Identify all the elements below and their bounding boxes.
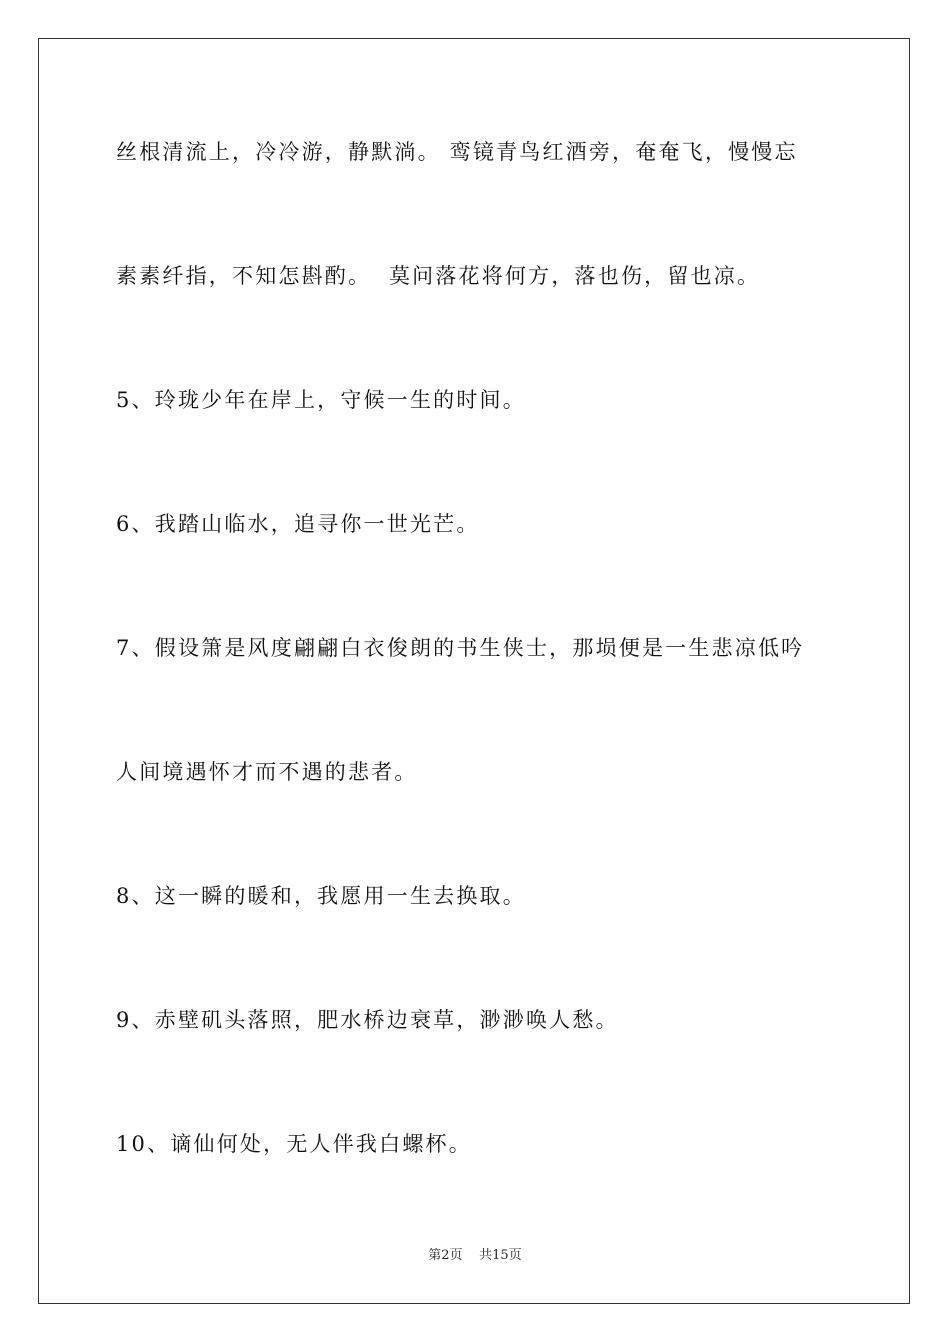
page-frame	[38, 38, 910, 1304]
text-line-1: 丝根清流上，冷冷游，静默淌。 鸾镜青鸟红酒旁，奄奄飞，慢慢忘	[116, 140, 798, 164]
footer-total-suffix: 页	[508, 1248, 522, 1263]
text-line-5: 7、假设箫是风度翩翩白衣俊朗的书生侠士，那埙便是一生悲凉低吟	[116, 636, 805, 660]
footer-page-label: 第	[428, 1248, 442, 1263]
footer-page-suffix: 页	[449, 1248, 463, 1263]
footer-page-number: 2	[441, 1248, 450, 1263]
footer-total-label: 共	[479, 1248, 493, 1263]
text-line-3: 5、玲珑少年在岸上，守候一生的时间。	[116, 388, 526, 412]
text-line-6: 人间境遇怀才而不遇的悲者。	[116, 760, 418, 784]
footer-total-pages: 15	[492, 1248, 509, 1263]
text-line-4: 6、我踏山临水，追寻你一世光芒。	[116, 512, 480, 536]
text-line-9: 10、谪仙何处，无人伴我白螺杯。	[116, 1132, 472, 1156]
text-line-2: 素素纤指，不知怎斟酌。 莫问落花将何方，落也伤，留也凉。	[116, 264, 761, 288]
text-line-8: 9、赤壁矶头落照，肥水桥边衰草，渺渺唤人愁。	[116, 1008, 619, 1032]
text-line-7: 8、这一瞬的暖和，我愿用一生去换取。	[116, 884, 526, 908]
page-footer	[0, 1247, 950, 1265]
